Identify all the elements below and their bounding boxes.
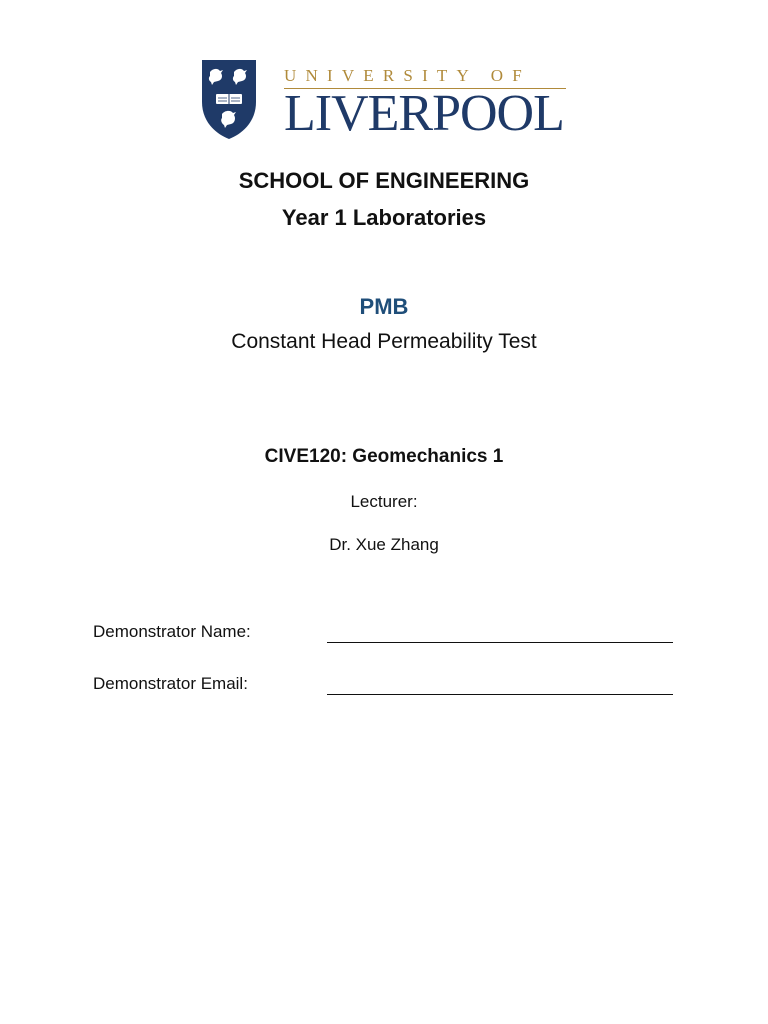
course-title: CIVE120: Geomechanics 1 bbox=[264, 446, 504, 467]
year-subtitle: Year 1 Laboratories bbox=[281, 205, 487, 230]
logo-text-university-of: UNIVERSITY OF bbox=[284, 66, 531, 85]
lecturer-label: Lecturer: bbox=[350, 492, 418, 511]
demonstrator-name-label: Demonstrator Name: bbox=[93, 622, 251, 641]
logo-text-liverpool: LIVERPOOL bbox=[284, 85, 564, 142]
demonstrator-email-label: Demonstrator Email: bbox=[93, 674, 248, 693]
demonstrator-email-line[interactable] bbox=[327, 694, 673, 695]
experiment-title: Constant Head Permeability Test bbox=[231, 330, 537, 353]
lecturer-name: Dr. Xue Zhang bbox=[329, 535, 439, 554]
liver-bird-crest-icon bbox=[200, 58, 258, 140]
experiment-code: PMB bbox=[359, 294, 409, 319]
demonstrator-name-line[interactable] bbox=[327, 642, 673, 643]
university-logo bbox=[200, 58, 570, 140]
school-title: SCHOOL OF ENGINEERING bbox=[238, 168, 530, 193]
